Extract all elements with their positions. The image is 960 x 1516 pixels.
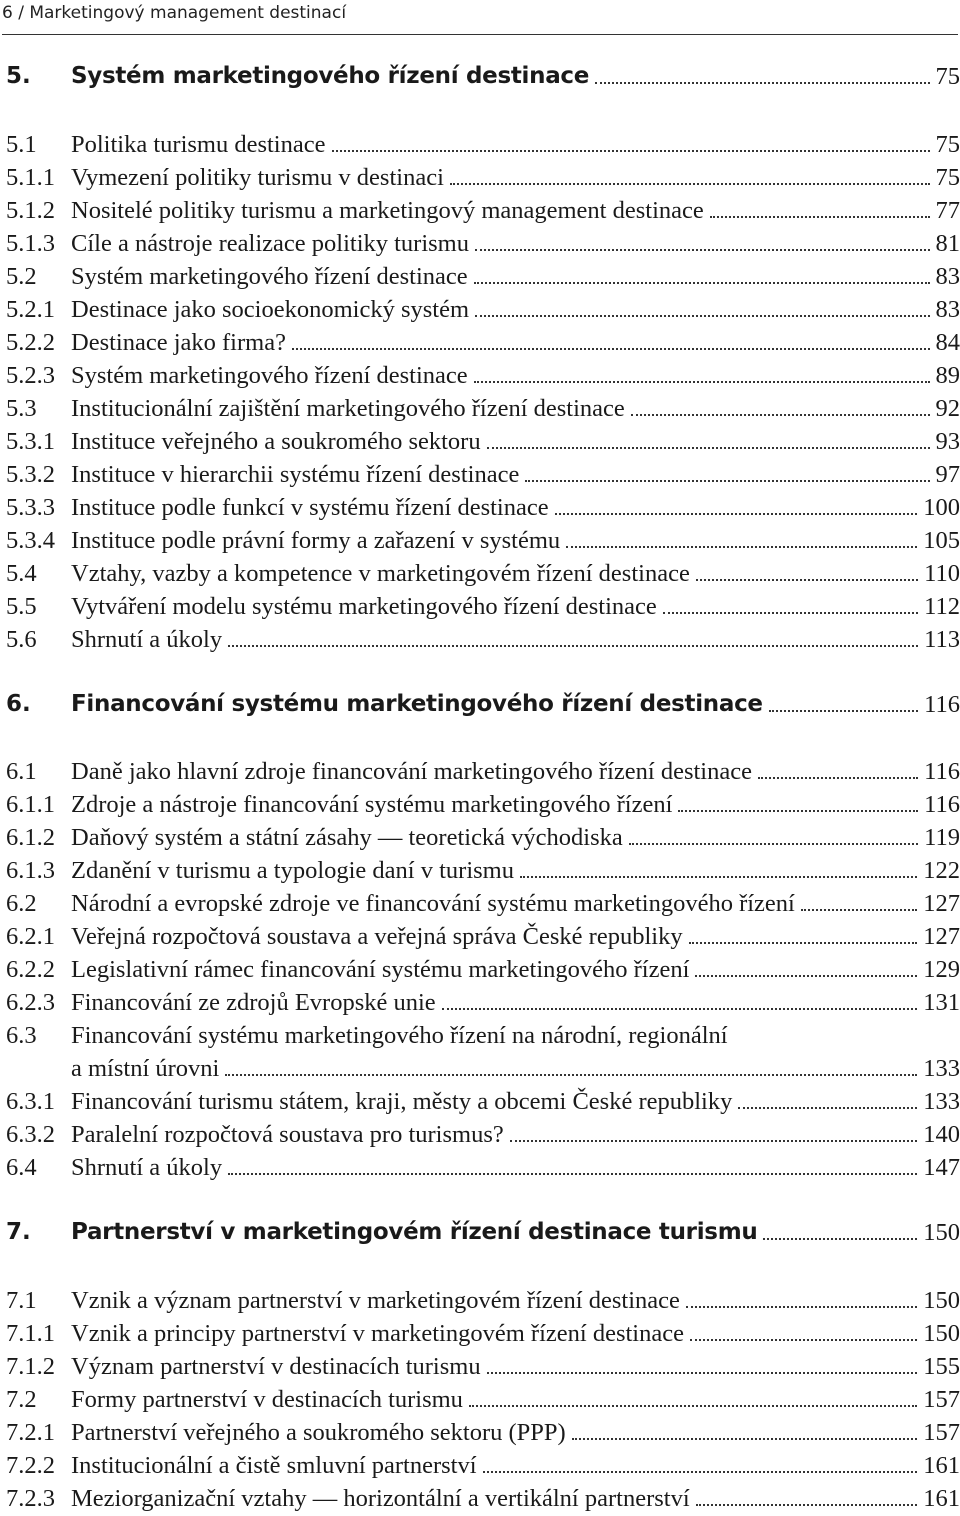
toc-section-title: Destinace jako firma? — [71, 326, 292, 359]
toc-section-title: Partnerství v marketingovém řízení destinace turismu — [71, 1216, 763, 1249]
toc-dot-leader — [555, 513, 918, 515]
toc-dot-leader — [292, 348, 930, 350]
toc-dot-leader — [695, 975, 917, 977]
toc-page-number: 119 — [920, 821, 960, 854]
toc-dot-leader — [475, 249, 930, 251]
toc-dot-leader — [629, 843, 918, 845]
toc-dot-leader — [758, 777, 918, 779]
toc-dot-leader — [483, 1471, 918, 1473]
toc-section-number: 5. — [6, 63, 31, 89]
toc-page-number: 150 — [919, 1284, 960, 1317]
toc-section-title: Paralelní rozpočtová soustava pro turismus? — [71, 1118, 510, 1151]
toc-section-title: Systém marketingového řízení destinace — [71, 60, 595, 93]
toc-entry[interactable] — [6, 920, 960, 953]
toc-dot-leader — [332, 150, 930, 152]
toc-page-number: 147 — [919, 1151, 960, 1184]
toc-dot-leader — [663, 612, 918, 614]
toc-dot-leader — [225, 1074, 917, 1076]
toc-entry[interactable] — [6, 953, 960, 986]
toc-section-title: Financování ze zdrojů Evropské unie — [71, 986, 442, 1019]
toc-section-number: 5.1.1 — [6, 164, 55, 191]
toc-section-number: 7.1.2 — [6, 1353, 55, 1380]
toc-page-number: 105 — [919, 524, 960, 557]
toc-entry[interactable] — [6, 1085, 960, 1118]
toc-section-number: 5.3.2 — [6, 461, 55, 488]
toc-dot-leader — [690, 1339, 917, 1341]
toc-page-number: 97 — [932, 458, 960, 491]
toc-entry[interactable] — [6, 788, 960, 821]
toc-page-number: 127 — [919, 887, 960, 920]
toc-entry[interactable] — [6, 260, 960, 293]
toc-section-number: 6. — [6, 691, 31, 717]
toc-section-number: 7. — [6, 1219, 31, 1245]
toc-dot-leader — [678, 810, 918, 812]
toc-dot-leader — [572, 1438, 918, 1440]
toc-dot-leader — [474, 381, 930, 383]
toc-entry[interactable] — [6, 392, 960, 425]
toc-section-number: 7.2.2 — [6, 1452, 55, 1479]
toc-page-number: 161 — [919, 1449, 960, 1482]
toc-section-number: 6.1.1 — [6, 791, 55, 818]
toc-dot-leader — [566, 546, 917, 548]
running-head: 6 / Marketingový management destinací — [2, 0, 958, 35]
toc-section-number: 6.2.2 — [6, 956, 55, 983]
toc-entry[interactable] — [6, 755, 960, 788]
toc-entry[interactable] — [6, 1118, 960, 1151]
toc-dot-leader — [487, 1372, 918, 1374]
toc-section-number: 5.2.2 — [6, 329, 55, 356]
toc-section-number: 6.3.2 — [6, 1121, 55, 1148]
toc-entry[interactable] — [6, 425, 960, 458]
toc-section-title: Daně jako hlavní zdroje financování marketingového řízení destinace — [71, 755, 758, 788]
toc-section-number: 6.1 — [6, 758, 37, 785]
toc-dot-leader — [696, 579, 918, 581]
toc-page-number: 133 — [919, 1085, 960, 1118]
toc-dot-leader — [520, 876, 917, 878]
toc-section-number: 5.2.3 — [6, 362, 55, 389]
toc-page-number: 131 — [919, 986, 960, 1019]
toc-entry[interactable] — [6, 1052, 960, 1085]
toc-dot-leader — [769, 710, 918, 712]
toc-page-number: 93 — [932, 425, 960, 458]
toc-page-number: 113 — [920, 623, 960, 656]
toc-entry[interactable] — [6, 293, 960, 326]
toc-entry[interactable] — [6, 1383, 960, 1416]
toc-page-number: 89 — [932, 359, 960, 392]
toc-entry[interactable] — [6, 161, 960, 194]
toc-entry[interactable] — [6, 623, 960, 656]
toc-entry[interactable] — [6, 557, 960, 590]
toc-section-number: 7.2 — [6, 1386, 37, 1413]
toc-section-title: a místní úrovni — [71, 1052, 225, 1085]
toc-page-number: 83 — [932, 293, 960, 326]
toc-page-number: 100 — [919, 491, 960, 524]
toc-section-title: Shrnutí a úkoly — [71, 1151, 228, 1184]
toc-entry[interactable] — [6, 854, 960, 887]
toc-dot-leader — [510, 1140, 918, 1142]
toc-section-number: 5.3.4 — [6, 527, 55, 554]
toc-page-number: 116 — [920, 755, 960, 788]
toc-chapter-entry[interactable] — [6, 60, 960, 93]
toc-dot-leader — [469, 1405, 917, 1407]
toc-section-title: Financování systému marketingového řízení na národní, regionální — [71, 1019, 734, 1052]
toc-dot-leader — [689, 942, 918, 944]
toc-entry[interactable] — [6, 194, 960, 227]
toc-section-number: 6.3.1 — [6, 1088, 55, 1115]
toc-section-number: 7.1 — [6, 1287, 37, 1314]
toc-section-title: Instituce podle funkcí v systému řízení destinace — [71, 491, 555, 524]
toc-section-title: Zdanění v turismu a typologie daní v turismu — [71, 854, 520, 887]
toc-dot-leader — [738, 1107, 917, 1109]
toc-section-number: 5.1 — [6, 131, 37, 158]
toc-section-title: Politika turismu destinace — [71, 128, 332, 161]
toc-section-number: 6.2.3 — [6, 989, 55, 1016]
toc-page-number: 112 — [920, 590, 960, 623]
toc-page-number: 129 — [919, 953, 960, 986]
toc-section-number: 5.3 — [6, 395, 37, 422]
toc-page-number: 157 — [919, 1383, 960, 1416]
toc-entry[interactable] — [6, 887, 960, 920]
toc-section-number: 6.1.2 — [6, 824, 55, 851]
toc-page-number: 150 — [919, 1216, 960, 1249]
toc-section-number: 5.2.1 — [6, 296, 55, 323]
toc-dot-leader — [228, 1173, 917, 1175]
toc-page-number: 127 — [919, 920, 960, 953]
toc-dot-leader — [475, 315, 929, 317]
toc-entry[interactable] — [6, 1449, 960, 1482]
toc-section-title: Vztahy, vazby a kompetence v marketingovém řízení destinace — [71, 557, 696, 590]
toc-dot-leader — [595, 82, 929, 84]
toc-dot-leader — [228, 645, 918, 647]
toc-section-number: 5.4 — [6, 560, 37, 587]
toc-section-title: Institucionální zajištění marketingového řízení destinace — [71, 392, 631, 425]
toc-page-number: 157 — [919, 1416, 960, 1449]
toc-section-number: 6.1.3 — [6, 857, 55, 884]
toc-section-number: 5.1.3 — [6, 230, 55, 257]
toc-section-number: 5.6 — [6, 626, 37, 653]
toc-section-title: Institucionální a čistě smluvní partnerství — [71, 1449, 483, 1482]
toc-page-number: 75 — [932, 60, 960, 93]
toc-section-title: Cíle a nástroje realizace politiky turismu — [71, 227, 475, 260]
toc-section-title: Vznik a principy partnerství v marketingovém řízení destinace — [71, 1317, 690, 1350]
toc-page-number: 150 — [919, 1317, 960, 1350]
toc-section-title: Destinace jako socioekonomický systém — [71, 293, 475, 326]
toc-chapter-entry[interactable] — [6, 1216, 960, 1249]
toc-page-number: 84 — [932, 326, 960, 359]
toc-entry[interactable] — [6, 359, 960, 392]
toc-entry[interactable] — [6, 1416, 960, 1449]
toc-section-title: Systém marketingového řízení destinace — [71, 359, 474, 392]
toc-section-number: 6.4 — [6, 1154, 37, 1181]
toc-page-number: 116 — [920, 688, 960, 721]
toc-dot-leader — [631, 414, 930, 416]
toc-section-title: Význam partnerství v destinacích turismu — [71, 1350, 487, 1383]
toc-entry[interactable] — [6, 458, 960, 491]
toc-entry[interactable] — [6, 821, 960, 854]
toc-section-number: 7.1.1 — [6, 1320, 55, 1347]
toc-section-title: Vytváření modelu systému marketingového řízení destinace — [71, 590, 663, 623]
toc-entry[interactable] — [6, 1284, 960, 1317]
toc-entry[interactable] — [6, 1482, 960, 1515]
toc-dot-leader — [487, 447, 930, 449]
toc-entry[interactable] — [6, 326, 960, 359]
toc-section-number: 6.2.1 — [6, 923, 55, 950]
toc-section-number: 5.3.3 — [6, 494, 55, 521]
toc-page-number: 161 — [919, 1482, 960, 1515]
toc-dot-leader — [801, 909, 917, 911]
toc-section-number: 5.1.2 — [6, 197, 55, 224]
toc-entry[interactable] — [6, 227, 960, 260]
toc-dot-leader — [525, 480, 929, 482]
toc-page-number: 133 — [919, 1052, 960, 1085]
toc-section-title: Meziorganizační vztahy — horizontální a vertikální partnerství — [71, 1482, 696, 1515]
toc-section-title: Zdroje a nástroje financování systému marketingového řízení — [71, 788, 678, 821]
toc-section-title: Shrnutí a úkoly — [71, 623, 228, 656]
toc-section-title: Formy partnerství v destinacích turismu — [71, 1383, 469, 1416]
toc-page-number: 75 — [932, 161, 960, 194]
toc-entry[interactable] — [6, 491, 960, 524]
toc-section-title: Instituce veřejného a soukromého sektoru — [71, 425, 487, 458]
toc-dot-leader — [763, 1238, 917, 1240]
toc-section-title: Financování systému marketingového řízení destinace — [71, 688, 769, 721]
toc-page-number: 83 — [932, 260, 960, 293]
toc-entry[interactable] — [6, 128, 960, 161]
toc-section-title: Instituce v hierarchii systému řízení destinace — [71, 458, 525, 491]
toc-page-number: 116 — [920, 788, 960, 821]
toc-dot-leader — [686, 1306, 917, 1308]
toc-entry[interactable] — [6, 986, 960, 1019]
toc-page-number: 155 — [919, 1350, 960, 1383]
toc-section-title: Veřejná rozpočtová soustava a veřejná správa České republiky — [71, 920, 689, 953]
toc-page-number: 75 — [932, 128, 960, 161]
toc-section-number: 6.3 — [6, 1022, 37, 1049]
toc-dot-leader — [450, 183, 930, 185]
toc-dot-leader — [442, 1008, 918, 1010]
toc-entry[interactable] — [6, 1019, 960, 1052]
toc-section-title: Partnerství veřejného a soukromého sektoru (PPP) — [71, 1416, 572, 1449]
toc-page-number: 81 — [932, 227, 960, 260]
toc-entry[interactable] — [6, 1151, 960, 1184]
toc-section-title: Národní a evropské zdroje ve financování systému marketingového řízení — [71, 887, 801, 920]
toc-dot-leader — [474, 282, 930, 284]
toc-section-number: 7.2.3 — [6, 1485, 55, 1512]
toc-dot-leader — [696, 1504, 918, 1506]
toc-section-number: 6.2 — [6, 890, 37, 917]
toc-entry[interactable] — [6, 590, 960, 623]
toc-page-number: 77 — [932, 194, 960, 227]
toc-chapter-entry[interactable] — [6, 688, 960, 721]
toc-section-title: Legislativní rámec financování systému marketingového řízení — [71, 953, 695, 986]
toc-section-number: 5.2 — [6, 263, 37, 290]
toc-section-title: Nositelé politiky turismu a marketingový management destinace — [71, 194, 710, 227]
toc-page-number: 92 — [932, 392, 960, 425]
toc-section-title: Vznik a význam partnerství v marketingovém řízení destinace — [71, 1284, 686, 1317]
toc-entry[interactable] — [6, 1317, 960, 1350]
toc-section-title: Systém marketingového řízení destinace — [71, 260, 474, 293]
toc-section-number: 7.2.1 — [6, 1419, 55, 1446]
toc-section-number: 5.5 — [6, 593, 37, 620]
toc-entry[interactable] — [6, 1350, 960, 1383]
toc-section-title: Instituce podle právní formy a zařazení v systému — [71, 524, 566, 557]
toc-dot-leader — [710, 216, 930, 218]
toc-page-number: 110 — [920, 557, 960, 590]
toc-section-title: Daňový systém a státní zásahy — teoretická východiska — [71, 821, 629, 854]
toc-page-number: 140 — [919, 1118, 960, 1151]
toc-page-number: 122 — [919, 854, 960, 887]
toc-section-number: 5.3.1 — [6, 428, 55, 455]
toc-section-title: Financování turismu státem, kraji, městy a obcemi České republiky — [71, 1085, 738, 1118]
toc-section-title: Vymezení politiky turismu v destinaci — [71, 161, 450, 194]
toc-entry[interactable] — [6, 524, 960, 557]
